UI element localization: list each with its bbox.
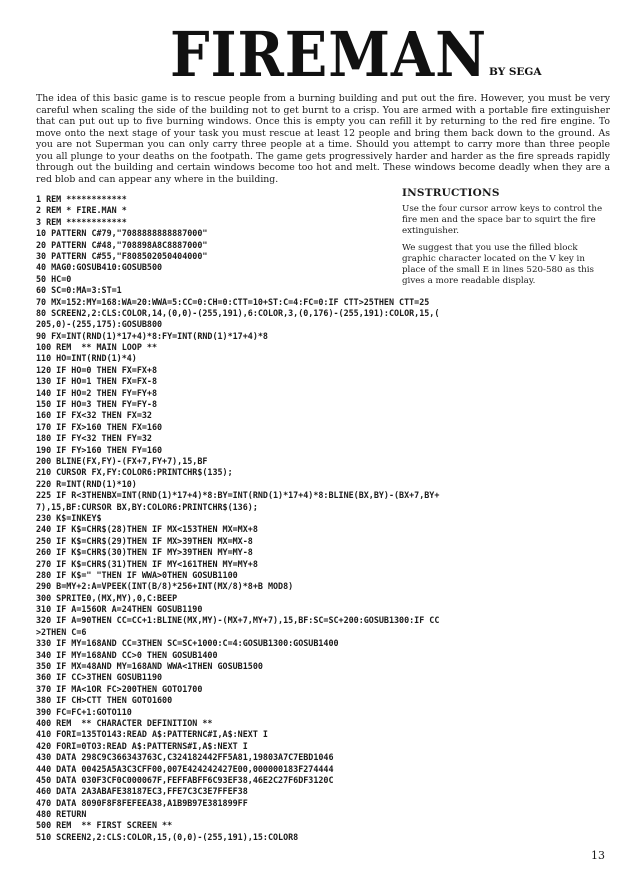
- code-line: 440 DATA 00425A5A3C3CFF00,007E424242427E00,000000183F274444: [36, 763, 334, 774]
- code-line: 240 IF K$=CHR$(28)THEN IF MX<153THEN MX=MX+8: [36, 524, 258, 535]
- code-line: 225 IF R<3THENBX=INT(RND(1)*17+4)*8:BY=INT(RND(1)*17+4)*8:BLINE(BX,BY)-(BX+7,BY+: [36, 490, 440, 501]
- code-line: 7),15,BF:CURSOR BX,BY:COLOR6:PRINTCHR$(136);: [36, 501, 258, 512]
- instructions-paragraph: We suggest that you use the filled block graphic character located on the V key in place of the small E in lines 520-580 as this gives a more readable display.: [402, 243, 595, 286]
- code-line: 450 DATA 030F3CF0C000067F,FEFFABFF6C93EF38,46E2C27F6DF3120C: [36, 774, 334, 785]
- code-line: 2 REM * FIRE.MAN *: [36, 205, 127, 216]
- code-line: 430 DATA 298C9C366343763C,C324182442FF5A81,19803A7C7EBD1046: [36, 752, 334, 763]
- code-line: 410 FORI=135TO143:READ A$:PATTERNC#I,A$:NEXT I: [36, 729, 268, 740]
- code-line: 3 REM ************: [36, 216, 127, 227]
- code-line: 470 DATA 8090F8F8FEFEEA38,A1B9B97E381899FF: [36, 797, 248, 808]
- code-line: 460 DATA 2A3ABAFE38187EC3,FFE7C3C3E7FFEF38: [36, 786, 248, 797]
- code-line: 180 IF FY<32 THEN FY=32: [36, 433, 152, 444]
- code-line: 210 CURSOR FX,FY:COLOR6:PRINTCHR$(135);: [36, 467, 233, 478]
- code-line: 20 PATTERN C#48,"708898A8C8887000": [36, 239, 208, 250]
- code-line: 10 PATTERN C#79,"7088888888887000": [36, 228, 208, 239]
- code-line: 280 IF K$=" "THEN IF WWA>0THEN GOSUB1100: [36, 569, 238, 580]
- code-line: 30 PATTERN C#55,"F808502050404000": [36, 250, 208, 261]
- code-line: 500 REM ** FIRST SCREEN **: [36, 820, 173, 831]
- code-line: 100 REM ** MAIN LOOP **: [36, 342, 158, 353]
- code-line: 120 IF HO=0 THEN FX=FX+8: [36, 364, 158, 375]
- code-line: 200 BLINE(FX,FY)-(FX+7,FY+7),15,BF: [36, 455, 208, 466]
- code-line: 380 IF CH>CTT THEN GOTO1600: [36, 695, 173, 706]
- instructions-paragraph: Use the four cursor arrow keys to control the fire men and the space bar to squirt the fire extinguisher.: [402, 204, 603, 236]
- code-line: 110 HO=INT(RND(1)*4): [36, 353, 137, 364]
- code-line: >2THEN C=6: [36, 626, 87, 637]
- code-line: 90 FX=INT(RND(1)*17+4)*8:FY=INT(RND(1)*17+4)*8: [36, 330, 268, 341]
- code-line: 150 IF HO=3 THEN FY=FY-8: [36, 399, 158, 410]
- code-line: 1 REM ************: [36, 194, 127, 204]
- code-line: 40 MAG0:GOSUB410:GOSUB500: [36, 262, 163, 273]
- code-line: 60 SC=0:MA=3:ST=1: [36, 285, 122, 296]
- code-line: 320 IF A=90THEN CC=CC+1:BLINE(MX,MY)-(MX+7,MY+7),15,BF:SC=SC+200:GOSUB1300:IF CC: [36, 615, 440, 626]
- code-line: 310 IF A=156OR A=24THEN GOSUB1190: [36, 604, 203, 615]
- article-byline: BY SEGA: [489, 66, 542, 78]
- code-line: 220 R=INT(RND(1)*10): [36, 478, 137, 489]
- code-line: 400 REM ** CHARACTER DEFINITION **: [36, 717, 213, 728]
- article-title: FIREMAN: [170, 18, 487, 91]
- code-line: 80 SCREEN2,2:CLS:COLOR,14,(0,0)-(255,191),6:COLOR,3,(0,176)-(255,191):COLOR,15,(: [36, 307, 440, 318]
- page-number: 13: [591, 849, 605, 862]
- code-line: 300 SPRITE0,(MX,MY),0,C:BEEP: [36, 592, 178, 603]
- code-line: 230 K$=INKEY$: [36, 512, 102, 523]
- code-line: 360 IF CC>3THEN GOSUB1190: [36, 672, 163, 683]
- code-line: 370 IF MA<1OR FC>200THEN GOTO1700: [36, 683, 203, 694]
- code-line: 130 IF HO=1 THEN FX=FX-8: [36, 376, 158, 387]
- intro-paragraph: The idea of this basic game is to rescue people from a burning building and put out the fire. However, you must be very careful when scaling the side of the building not to get burnt to a crisp. You are armed with a portable fire extinguisher that can put out up to five burning windows. Once this is empty you can refill it by returning to the red fire engine. To move onto the next stage of your task you must rescue at least 12 people and bring them back down to the ground. As you are not Superman you can only carry three people at a time. Should you attempt to carry more than three people you all plunge to your deaths on the footpath. The game gets progressively harder and harder as the fire spreads rapidly through out the building and certain windows become too hot and melt. These windows become deadly when they are a red blob and can appear any where in the building.: [36, 93, 610, 185]
- code-line: 330 IF MY=168AND CC=3THEN SC=SC+1000:C=4:GOSUB1300:GOSUB1400: [36, 638, 339, 649]
- code-line: 270 IF K$=CHR$(31)THEN IF MY<161THEN MY=MY+8: [36, 558, 258, 569]
- code-line: 420 FORI=0TO3:READ A$:PATTERNS#I,A$:NEXT I: [36, 740, 248, 751]
- code-line: 50 HC=0: [36, 273, 72, 284]
- code-line: 340 IF MY=168AND CC>0 THEN GOSUB1400: [36, 649, 218, 660]
- code-line: 390 FC=FC+1:GOTO110: [36, 706, 132, 717]
- code-line: 205,0)-(255,175):GOSUB800: [36, 319, 163, 330]
- code-line: 160 IF FX<32 THEN FX=32: [36, 410, 152, 421]
- code-line: 70 MX=152:MY=168:WA=20:WWA=5:CC=0:CH=0:CTT=10+ST:C=4:FC=0:IF CTT>25THEN CTT=25: [36, 296, 430, 307]
- code-line: 290 B=MY+2:A=VPEEK(INT(B/8)*256+INT(MX/8)*8+B MOD8): [36, 581, 294, 592]
- code-line: 260 IF K$=CHR$(30)THEN IF MY>39THEN MY=MY-8: [36, 547, 253, 558]
- code-line: 170 IF FX>160 THEN FX=160: [36, 421, 163, 432]
- instructions-heading: INSTRUCTIONS: [402, 187, 500, 199]
- basic-program-listing: [36, 194, 610, 843]
- code-line: 250 IF K$=CHR$(29)THEN IF MX>39THEN MX=MX-8: [36, 535, 253, 546]
- code-line: 350 IF MX=48AND MY=168AND WWA<1THEN GOSUB1500: [36, 661, 263, 672]
- code-line: 480 RETURN: [36, 809, 87, 820]
- code-line: 190 IF FY>160 THEN FY=160: [36, 444, 163, 455]
- code-line: 140 IF HO=2 THEN FY=FY+8: [36, 387, 158, 398]
- code-line: 510 SCREEN2,2:CLS:COLOR,15,(0,0)-(255,191),15:COLOR8: [36, 831, 299, 842]
